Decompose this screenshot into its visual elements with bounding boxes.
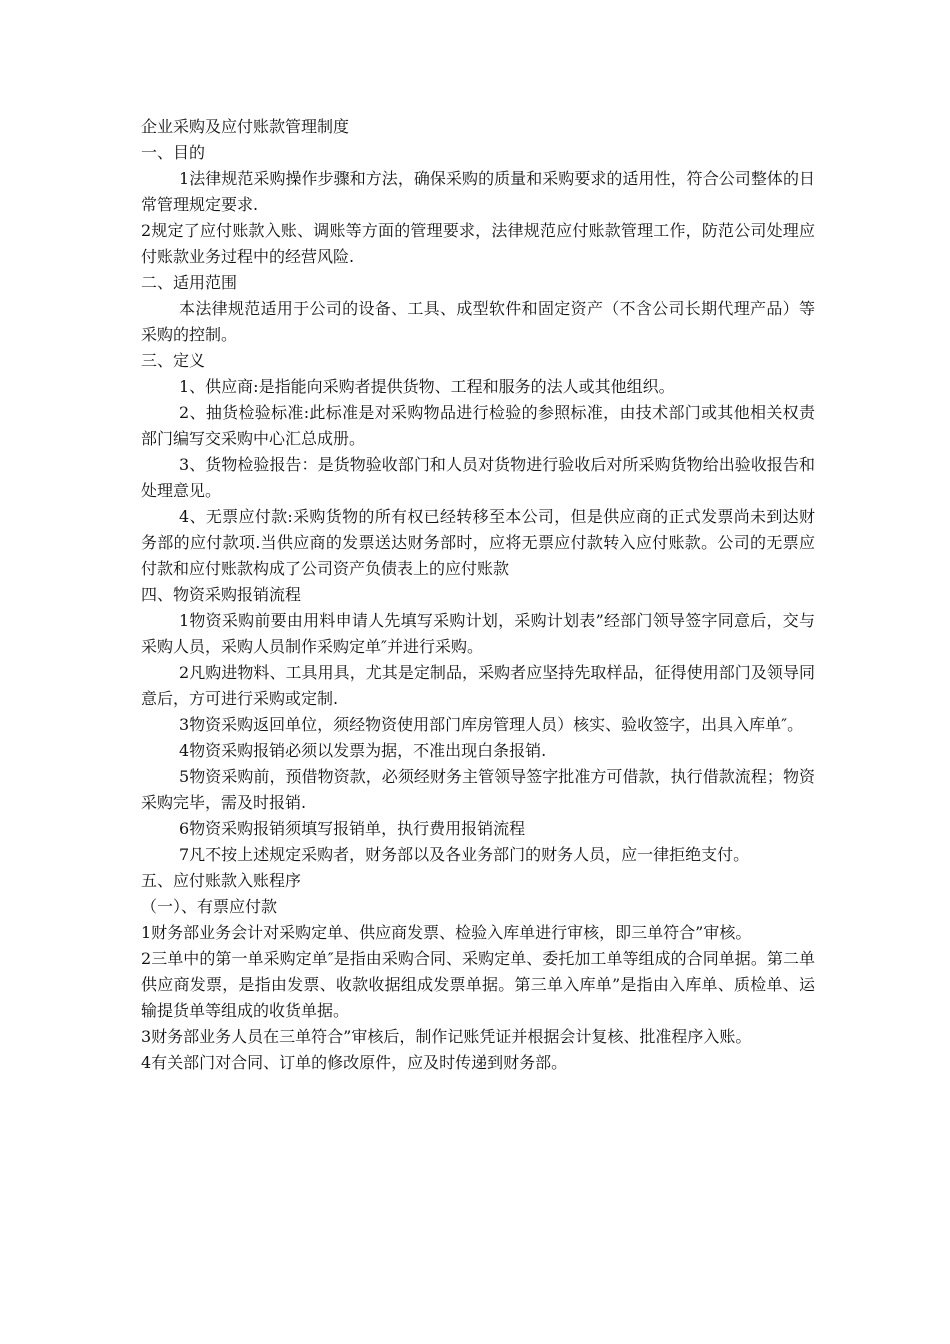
document-paragraph: 7凡不按上述规定采购者，财务部以及各业务部门的财务人员，应一律拒绝支付。 <box>179 845 750 864</box>
document-paragraph: 6物资采购报销须填写报销单，执行费用报销流程 <box>179 819 526 838</box>
document-paragraph: 5物资采购前，预借物资款，必须经财务主管领导签字批准方可借款，执行借款流程；物资采购完毕，需及时报销. <box>141 767 815 812</box>
document-paragraph: 2三单中的第一单采购定单″是指由采购合同、采购定单、委托加工单等组成的合同单据。第二单供应商发票，是指由发票、收款收据组成发票单据。第三单入库单”是指由入库单、质检单、运输提货单等组成的收货单据。 <box>141 949 815 1020</box>
document-paragraph: 1财务部业务会计对采购定单、供应商发票、检验入库单进行审核，即三单符合”审核。 <box>141 923 752 942</box>
document-paragraph: 3财务部业务人员在三单符合”审核后，制作记账凭证并根据会计复核、批准程序入账。 <box>141 1027 752 1046</box>
document-paragraph: 4、无票应付款:采购货物的所有权已经转移至本公司，但是供应商的正式发票尚未到达财务部的应付款项.当供应商的发票送达财务部时，应将无票应付款转入应付账款。公司的无票应付款和应付账款构成了公司资产负债表上的应付账款 <box>141 507 815 578</box>
document-paragraph: 本法律规范适用于公司的设备、工具、成型软件和固定资产（不含公司长期代理产品）等采购的控制。 <box>141 299 815 344</box>
document-paragraph: 二、适用范围 <box>141 273 238 292</box>
document-paragraph: （一）、有票应付款 <box>141 897 278 916</box>
document-paragraph: 1、供应商:是指能向采购者提供货物、工程和服务的法人或其他组织。 <box>179 377 675 396</box>
document-paragraph: 3物资采购返回单位，须经物资使用部门库房管理人员）核实、验收签字，出具入库单″。 <box>179 715 804 734</box>
document-page <box>141 114 815 1076</box>
document-paragraph: 五、应付账款入账程序 <box>141 871 302 890</box>
document-paragraph: 2凡购进物料、工具用具，尤其是定制品，采购者应坚持先取样品，征得使用部门及领导同意后，方可进行采购或定制. <box>141 663 815 708</box>
document-paragraph: 2规定了应付账款入账、调账等方面的管理要求，法律规范应付账款管理工作，防范公司处理应付账款业务过程中的经营风险. <box>141 221 815 266</box>
document-paragraph: 1法律规范采购操作步骤和方法，确保采购的质量和采购要求的适用性，符合公司整体的日常管理规定要求. <box>141 169 815 214</box>
document-paragraph: 2、抽货检验标准:此标准是对采购物品进行检验的参照标准，由技术部门或其他相关权责部门编写交采购中心汇总成册。 <box>141 403 815 448</box>
document-title: 企业采购及应付账款管理制度 <box>141 117 350 136</box>
document-paragraph: 3、货物检验报告：是货物验收部门和人员对货物进行验收后对所采购货物给出验收报告和处理意见。 <box>141 455 815 500</box>
document-paragraph: 三、定义 <box>141 351 206 370</box>
document-paragraph: 一、目的 <box>141 143 206 162</box>
document-paragraph: 4有关部门对合同、订单的修改原件，应及时传递到财务部。 <box>141 1053 568 1072</box>
document-body <box>141 140 815 1076</box>
document-paragraph: 4物资采购报销必须以发票为据，不准出现白条报销. <box>179 741 547 760</box>
document-paragraph: 四、物资采购报销流程 <box>141 585 302 604</box>
document-paragraph: 1物资采购前要由用料申请人先填写采购计划，采购计划表”经部门领导签字同意后，交与采购人员，采购人员制作采购定单″并进行采购。 <box>141 611 815 656</box>
